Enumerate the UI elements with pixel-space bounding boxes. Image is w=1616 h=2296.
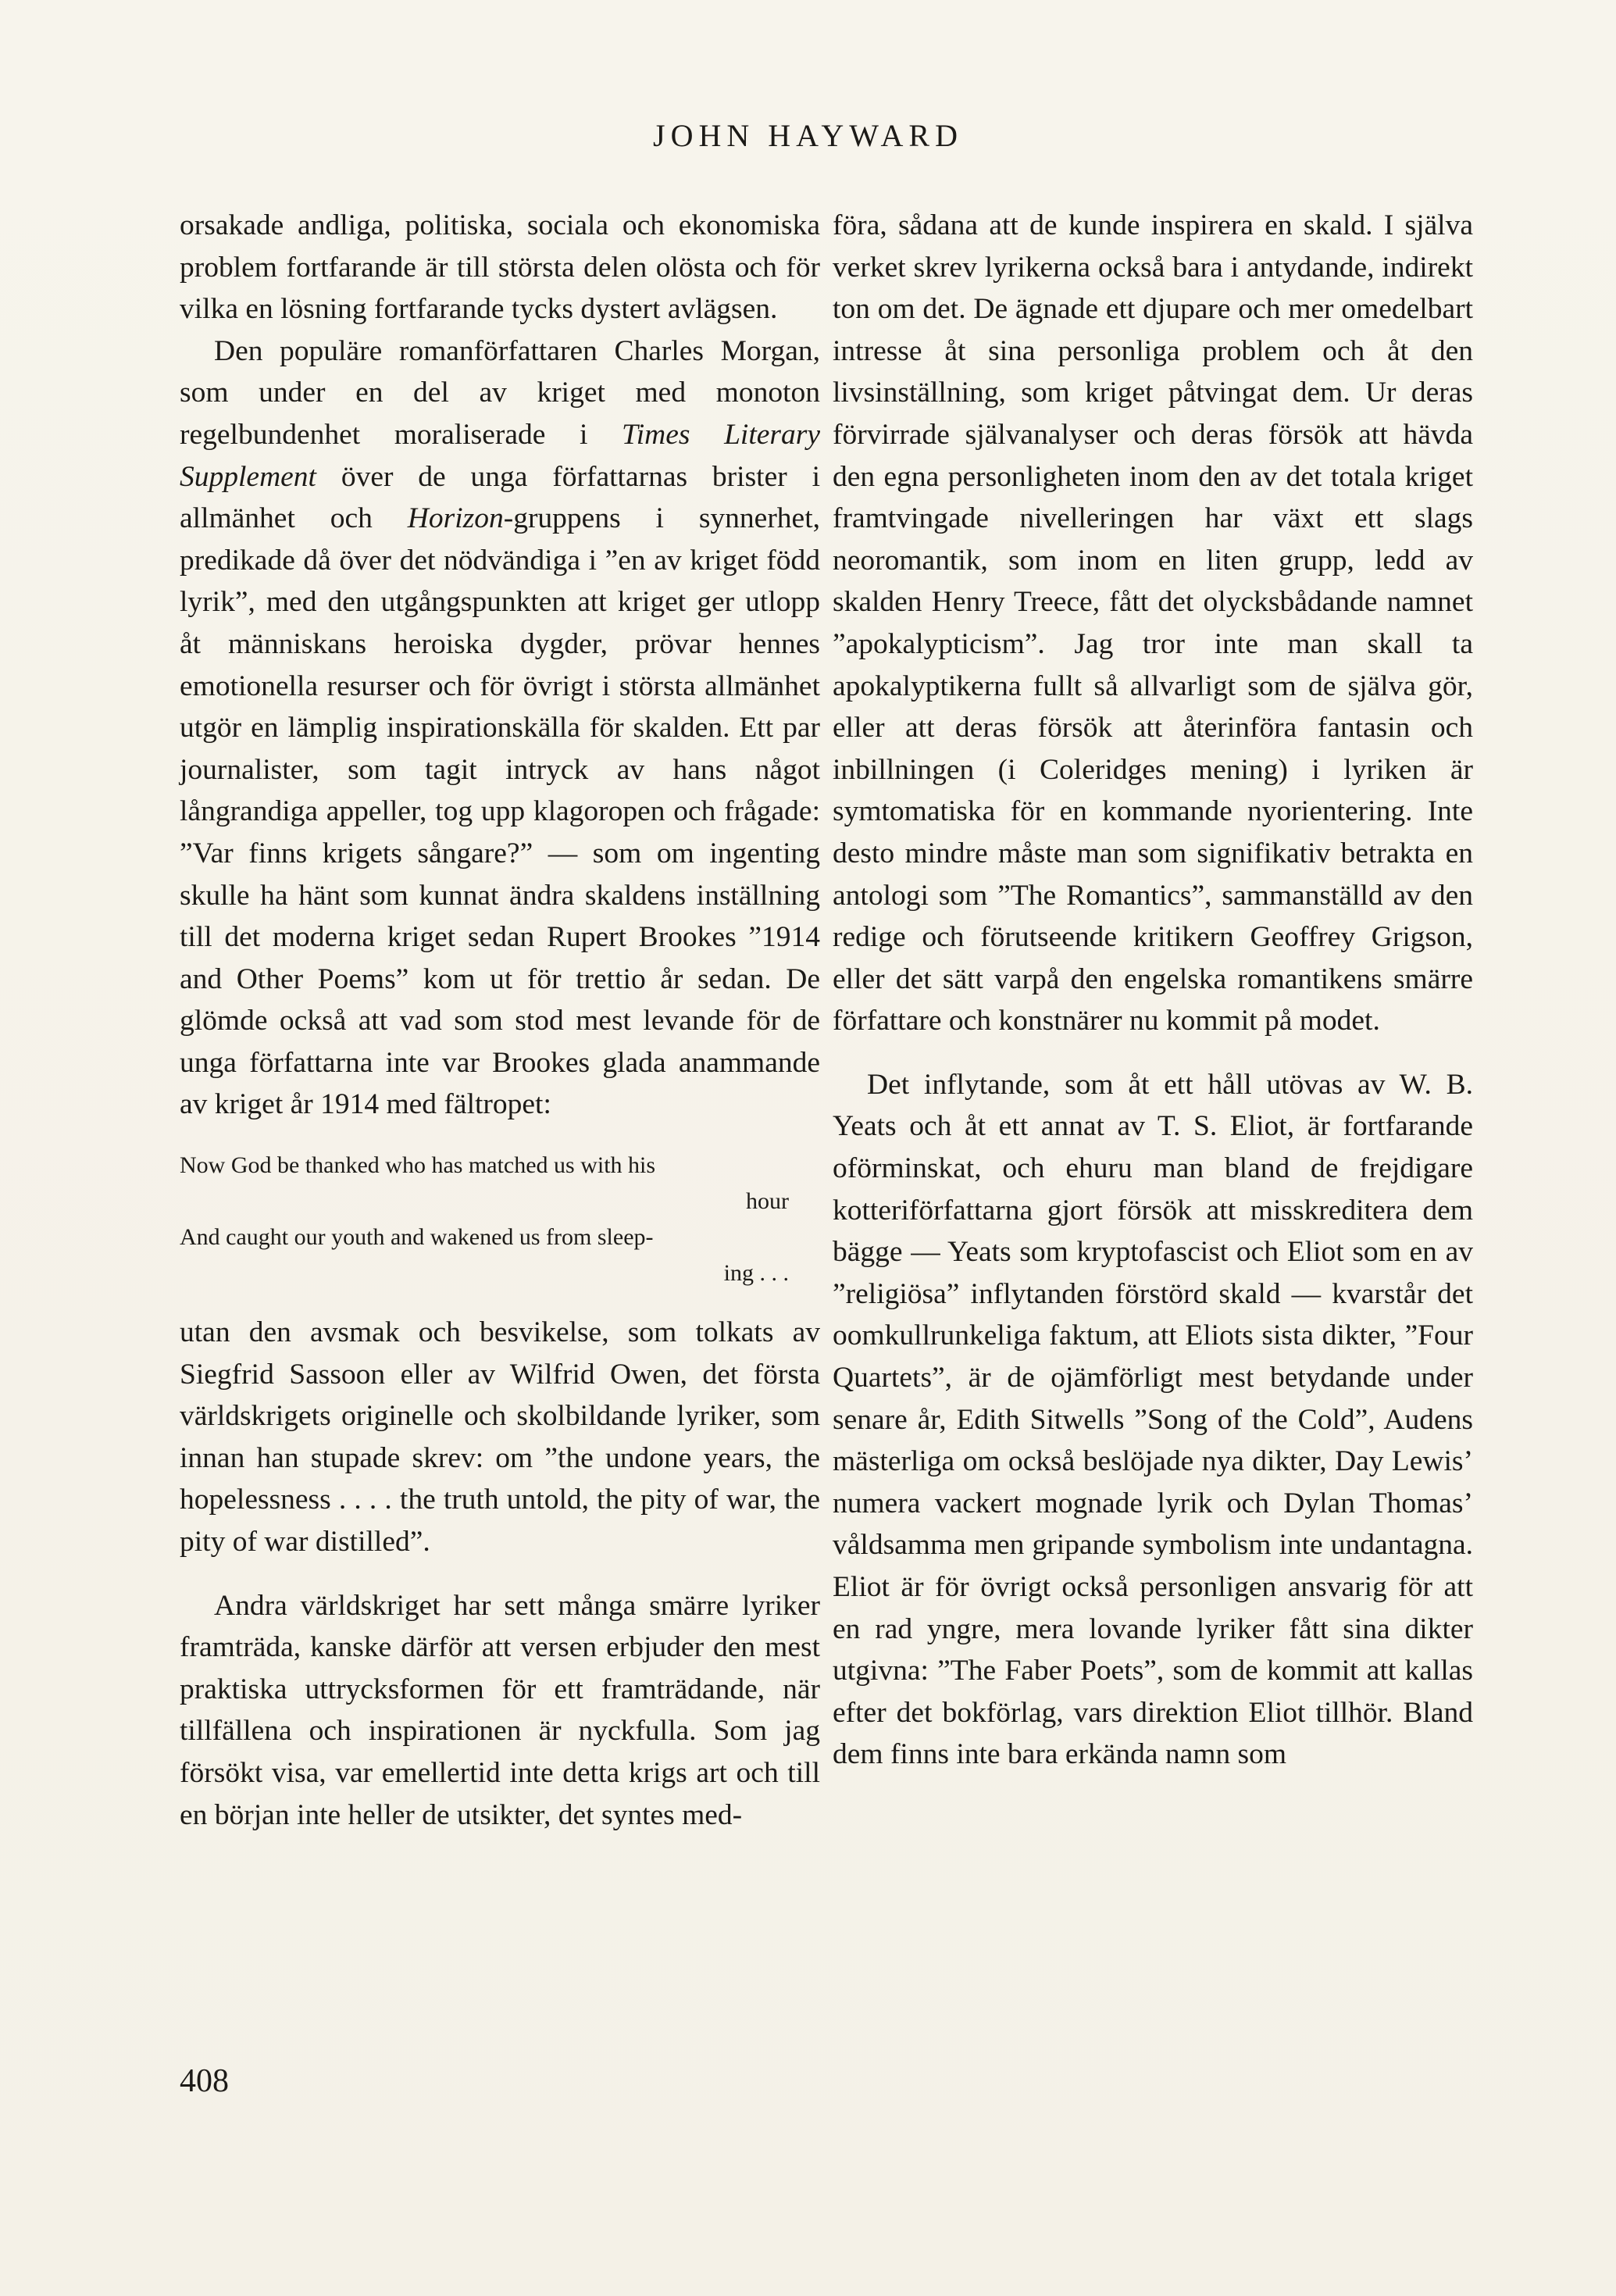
page-number: 408	[180, 2063, 229, 2099]
left-column	[180, 205, 820, 1836]
poem-line: Now God be thanked who has matched us with his	[180, 1152, 656, 1179]
poem-line-continuation: ing . . .	[723, 1260, 789, 1287]
italic-title: Times Literary Supplement	[180, 418, 820, 493]
right-column	[833, 205, 1473, 1776]
poem-line-continuation: hour	[746, 1188, 789, 1215]
paragraph: föra, sådana att de kunde inspirera en skald. I själva verket skrev lyrikerna också bara i antydande, indirekt ton om det. De ägnade ett djupare och mer omedelbart intresse åt sina personliga problem och åt den livsinställning, som kriget påtvingat dem. Ur deras förvirrade självanalyser och deras försök att hävda den egna personligheten inom den av det totala kriget framtvingade nivelleringen har växt ett slags neoromantik, som inom en liten grupp, ledd av skalden Henry Treece, fått det olycksbådande namnet ”apokalypticism”. Jag tror inte man skall ta apokalyptikerna fullt så allvarligt som de själva gör, eller att deras försök att återinföra fantasin och inbillningen (i Coleridges mening) i lyriken är symtomatiska för en kommande nyorientering. Inte desto mindre måste man som signifikativ betrakta en antologi som ”The Romantics”, sammanställd av den redige och förutseende kritikern Geoffrey Grigson, eller det sätt varpå den engelska romantikens smärre författare och konstnärer nu kommit på modet.	[833, 209, 1473, 1037]
italic-title: Horizon	[407, 502, 504, 535]
paragraph: Andra världskriget har sett många smärre lyriker framträda, kanske därför att versen erbjuder den mest praktiska uttrycksformen för ett framträdande, när tillfällena och inspirationen är nyckfulla. Som jag försökt visa, var emellertid inte detta krigs art och till en början inte heller de utsikter, det syntes med-	[180, 1589, 820, 1831]
paragraph: Det inflytande, som åt ett håll utövas av W. B. Yeats och åt ett annat av T. S. Eliot, är fortfarande oförminskat, och ehuru man bland de frejdigare kotteriförfattarna gjort försök att misskreditera dem bägge — Yeats som kryptofascist och Eliot som en av ”religiösa” inflytanden förstörd skald — kvarstår det oomkullrunkeliga faktum, att Eliots sista dikter, ”Four Quartets”, är de ojämförligt mest betydande under senare år, Edith Sitwells ”Song of the Cold”, Audens mästerliga om också beslöjade nya dikter, Day Lewis’ numera vackert mognade lyrik och Dylan Thomas’ våldsamma men gripande symbolism inte undantagna. Eliot är för övrigt också personligen ansvarig för att en rad yngre, mera lovande lyriker fått sina dikter utgivna: ”The Faber Poets”, som de kommit att kallas efter det bokförlag, vars direktion Eliot tillhör. Bland dem finns inte bara erkända namn som	[833, 1068, 1473, 1771]
paragraph: utan den avsmak och besvikelse, som tolkats av Siegfrid Sassoon eller av Wilfrid Owen, det första världskrigets originelle och skolbildande lyriker, som innan han stupade skrev: om ”the undone years, the hopelessness . . . . the truth untold, the pity of war, the pity of war distilled”.	[180, 1316, 820, 1559]
poem-line: And caught our youth and wakened us from sleep-	[180, 1224, 654, 1251]
paragraph: orsakade andliga, politiska, sociala och ekonomiska problem fortfarande är till största delen olösta och för vilka en lösning fortfarande tycks dystert avlägsen.	[180, 209, 820, 326]
running-title: JOHN HAYWARD	[653, 118, 963, 153]
poem-quote	[180, 1148, 820, 1291]
paragraph: Den populäre romanförfattaren Charles Morgan, som under en del av kriget med monoton regelbundenhet moraliserade i Times Literary Supplement över de unga författarnas brister i allmänhet och Horizon-gruppens i synnerhet, predikade då över det nödvändiga i ”en av kriget född lyrik”, med den utgångspunkten att kriget ger utlopp åt människans heroiska dygder, prövar hennes emotionella resurser och för övrigt i största allmänhet utgör en lämplig inspirationskälla för skalden. Ett par journalister, som tagit intryck av hans något långrandiga appeller, tog upp klagoropen och frågade: ”Var finns krigets sångare?” — som om ingenting skulle ha hänt som kunnat ändra skaldens inställning till det moderna kriget sedan Rupert Brookes ”1914 and Other Poems” kom ut för trettio år sedan. De glömde också att vad som stod mest levande för de unga författarna inte var Brookes glada anammande av kriget år 1914 med fältropet:	[180, 334, 820, 1121]
